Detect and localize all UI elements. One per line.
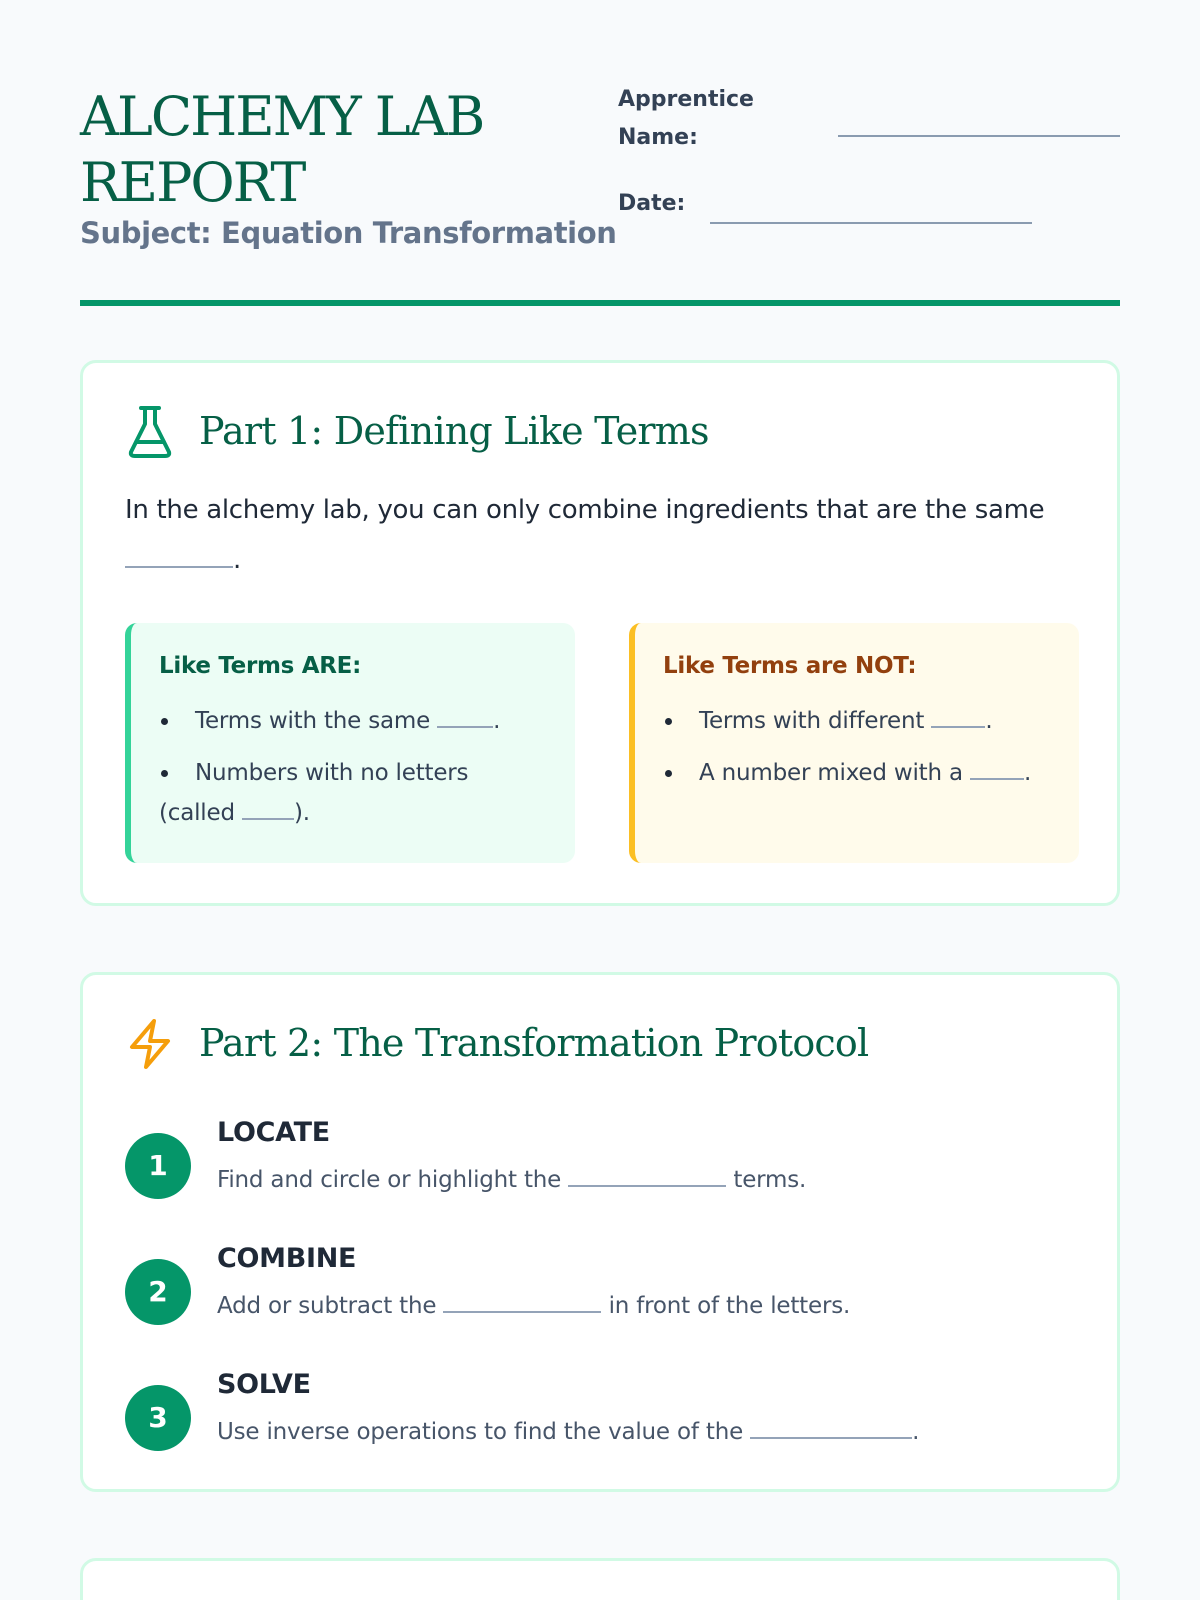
like-terms-not-box: [629, 623, 1079, 863]
like-terms-not-list: [663, 701, 1043, 805]
step-description: [217, 1167, 806, 1193]
step-item: [125, 1243, 1085, 1339]
answer-blank[interactable]: [970, 778, 1024, 780]
like-terms-are-list: [159, 701, 539, 845]
step-desc-after: terms.: [733, 1167, 807, 1193]
list-item-text: Terms with different: [699, 708, 925, 734]
part2-card: [80, 972, 1120, 1492]
step-description: [217, 1419, 919, 1445]
flask-icon: [125, 405, 175, 459]
step-desc-before: Use inverse operations to find the value of the: [217, 1419, 744, 1445]
name-label-line1: Apprentice: [618, 87, 754, 112]
step-number: 3: [125, 1385, 191, 1451]
answer-blank[interactable]: [242, 818, 294, 820]
list-item: [159, 701, 539, 741]
step-desc-after: in front of the letters.: [608, 1293, 851, 1319]
list-item: [663, 753, 1043, 793]
intro-blank[interactable]: [125, 566, 233, 568]
list-item-end: .: [493, 708, 501, 734]
list-item-end: ).: [293, 800, 310, 826]
step-item: [125, 1117, 1085, 1213]
part1-intro: [125, 485, 1085, 585]
part1-title: Part 1: Defining Like Terms: [199, 409, 709, 453]
answer-blank[interactable]: [568, 1185, 726, 1187]
like-terms-are-box: [125, 623, 575, 863]
part1-card: [80, 360, 1120, 906]
step-number: 1: [125, 1133, 191, 1199]
step-desc-before: Add or subtract the: [217, 1293, 437, 1319]
part3-card: [80, 1558, 1120, 1600]
report-title: ALCHEMY LAB REPORT: [80, 85, 484, 214]
step-name: SOLVE: [217, 1369, 311, 1400]
date-field[interactable]: [710, 222, 1032, 224]
header-divider: [80, 300, 1120, 306]
answer-blank[interactable]: [931, 726, 985, 728]
step-item: [125, 1369, 1085, 1465]
answer-blank[interactable]: [750, 1437, 912, 1439]
intro-period: .: [233, 545, 241, 575]
step-description: [217, 1293, 850, 1319]
part2-title: Part 2: The Transformation Protocol: [199, 1021, 869, 1065]
list-item-text: Terms with the same: [195, 708, 431, 734]
list-item-text: A number mixed with a: [699, 760, 963, 786]
answer-blank[interactable]: [437, 726, 493, 728]
date-label: Date:: [618, 191, 686, 216]
name-field[interactable]: [838, 135, 1120, 137]
list-item-text: Numbers with no letters (called: [159, 760, 469, 826]
like-terms-are-title: Like Terms ARE:: [159, 653, 361, 679]
list-item: [159, 753, 539, 833]
step-desc-before: Find and circle or highlight the: [217, 1167, 562, 1193]
list-item-end: .: [985, 708, 993, 734]
lightning-icon: [125, 1017, 175, 1071]
list-item-end: .: [1024, 760, 1032, 786]
answer-blank[interactable]: [443, 1311, 601, 1313]
step-name: LOCATE: [217, 1117, 330, 1148]
step-number: 2: [125, 1259, 191, 1325]
like-terms-not-title: Like Terms are NOT:: [663, 653, 917, 679]
step-desc-after: .: [912, 1419, 920, 1445]
list-item: [663, 701, 1043, 741]
name-label-line2: Name:: [618, 125, 698, 150]
part1-intro-text: In the alchemy lab, you can only combine ingredients that are the same: [125, 495, 1045, 525]
report-subject: Subject: Equation Transformation: [80, 216, 617, 250]
step-name: COMBINE: [217, 1243, 357, 1274]
